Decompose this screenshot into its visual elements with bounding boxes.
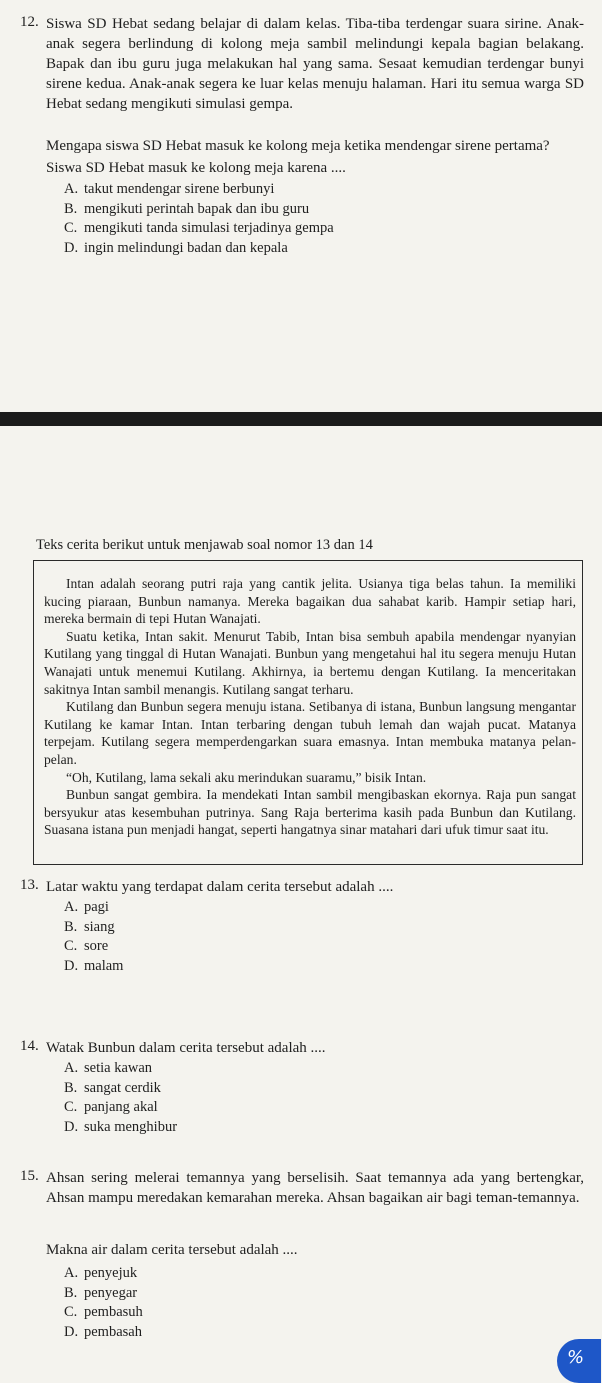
option-text: takut mendengar sirene berbunyi	[84, 181, 275, 197]
option-text: suka menghibur	[84, 1118, 178, 1135]
question-13-options	[64, 898, 123, 976]
option-text: ingin melindungi badan dan kepala	[84, 239, 288, 256]
question-14-prompt: Watak Bunbun dalam cerita tersebut adalah ....	[46, 1040, 326, 1056]
story-paragraph: Intan adalah seorang putri raja yang cantik jelita. Usianya tiga belas tahun. Ia memiliki kucing piaraan, Bunbun namanya. Mereka bagaikan dua sahabat karib. Hampir setiap hari, mereka bermain di tepi Hutan Wanajati.	[44, 576, 576, 627]
option-b[interactable]	[64, 1079, 177, 1099]
story-heading: Teks cerita berikut untuk menjawab soal nomor 13 dan 14	[36, 537, 373, 553]
option-letter: C.	[64, 1099, 78, 1115]
floating-badge[interactable]	[557, 1339, 601, 1383]
option-text: mengikuti tanda simulasi terjadinya gempa	[84, 220, 334, 236]
option-letter: C.	[64, 1304, 78, 1320]
option-letter: D.	[64, 239, 79, 256]
option-letter: D.	[64, 1118, 79, 1135]
story-text	[44, 575, 576, 839]
option-text: malam	[84, 957, 124, 974]
option-text: penyegar	[84, 1284, 138, 1301]
option-text: sore	[84, 938, 109, 954]
question-15-number: 15.	[20, 1168, 39, 1184]
question-15-options	[64, 1264, 143, 1342]
option-a[interactable]	[64, 898, 123, 918]
option-letter: D.	[64, 957, 79, 974]
question-15-prompt: Makna air dalam cerita tersebut adalah ....	[46, 1242, 298, 1258]
question-13-prompt: Latar waktu yang terdapat dalam cerita tersebut adalah ....	[46, 879, 394, 895]
option-letter: A.	[64, 1265, 79, 1281]
option-a[interactable]	[64, 1264, 143, 1284]
option-c[interactable]	[64, 1098, 177, 1118]
option-letter: A.	[64, 899, 79, 915]
question-15-passage: Ahsan sering melerai temannya yang berselisih. Saat temannya ada yang bertengkar, Ahsan mampu meredakan kemarahan mereka. Ahsan bagaikan air bagi teman-temannya.	[46, 1170, 584, 1206]
option-d[interactable]	[64, 1323, 143, 1343]
option-text: mengikuti perintah bapak dan ibu guru	[84, 200, 310, 217]
option-text: pembasah	[84, 1323, 142, 1340]
option-letter: B.	[64, 1079, 78, 1096]
option-d[interactable]	[64, 239, 334, 259]
option-letter: A.	[64, 1060, 79, 1076]
option-text: pembasuh	[84, 1304, 143, 1320]
question-14-number: 14.	[20, 1038, 39, 1054]
option-c[interactable]	[64, 1303, 143, 1323]
story-paragraph: Kutilang dan Bunbun segera menuju istana. Setibanya di istana, Bunbun langsung mengantar Kutilang ke kamar Intan. Intan terbaring dengan tubuh lemah dan wajah pucat. Matanya terpejam. Kutilang segera memperdengarkan suara emasnya. Intan membuka matanya pelan-pelan.	[44, 699, 576, 767]
option-text: sangat cerdik	[84, 1079, 161, 1096]
option-b[interactable]	[64, 918, 123, 938]
option-letter: C.	[64, 938, 78, 954]
question-12-stem: Siswa SD Hebat masuk ke kolong meja karena ....	[46, 160, 346, 176]
option-letter: A.	[64, 181, 79, 197]
divider-bar	[0, 412, 602, 426]
option-letter: C.	[64, 220, 78, 236]
chevron-double-icon: %	[567, 1347, 585, 1368]
option-a[interactable]	[64, 1059, 177, 1079]
option-text: setia kawan	[84, 1060, 153, 1076]
option-a[interactable]	[64, 180, 334, 200]
option-letter: B.	[64, 200, 78, 217]
question-12-prompt: Mengapa siswa SD Hebat masuk ke kolong meja ketika mendengar sirene pertama?	[46, 138, 550, 154]
question-12-number: 12.	[20, 14, 39, 30]
option-text: penyejuk	[84, 1265, 138, 1281]
option-letter: B.	[64, 1284, 78, 1301]
option-c[interactable]	[64, 937, 123, 957]
option-text: pagi	[84, 899, 109, 915]
question-13-number: 13.	[20, 877, 39, 893]
question-12-options	[64, 180, 334, 258]
option-b[interactable]	[64, 200, 334, 220]
option-letter: D.	[64, 1323, 79, 1340]
story-paragraph: Suatu ketika, Intan sakit. Menurut Tabib, Intan bisa sembuh apabila mendengar nyanyian Kutilang yang tinggal di Hutan Wanajati. Bunbun yang mengetahui hal itu segera menuju Hutan Wanajati untuk menemui Kutilang. Akhirnya, ia bertemu dengan Kutilang. Ia menceritakan sakitnya Intan sambil menangis. Kutilang sangat terharu.	[44, 628, 576, 697]
option-text: panjang akal	[84, 1099, 158, 1115]
option-letter: B.	[64, 918, 78, 935]
option-b[interactable]	[64, 1284, 143, 1304]
question-14-options	[64, 1059, 177, 1137]
option-c[interactable]	[64, 219, 334, 239]
option-text: siang	[84, 918, 115, 935]
question-12-passage: Siswa SD Hebat sedang belajar di dalam kelas. Tiba-tiba terdengar suara sirine. Anak-anak segera berlindung di kolong meja sambil melindungi kepala bagian belakang. Bapak dan ibu guru juga melakukan hal yang sama. Sesaat kemudian terdengar bunyi sirene kedua. Anak-anak segera ke luar kelas menuju halaman. Hari itu semua warga SD Hebat sedang mengikuti simulasi gempa.	[46, 16, 584, 112]
option-d[interactable]	[64, 957, 123, 977]
story-paragraph: Bunbun sangat gembira. Ia mendekati Intan sambil mengibaskan ekornya. Raja pun sangat bersyukur atas kesembuhan putrinya. Sang Raja berterima kasih pada Bunbun dan Kutilang. Suasana istana pun menjadi hangat, seperti hangatnya sinar matahari dari ufuk timur saat itu.	[44, 787, 576, 838]
option-d[interactable]	[64, 1118, 177, 1138]
story-paragraph: “Oh, Kutilang, lama sekali aku merindukan suaramu,” bisik Intan.	[66, 769, 427, 785]
